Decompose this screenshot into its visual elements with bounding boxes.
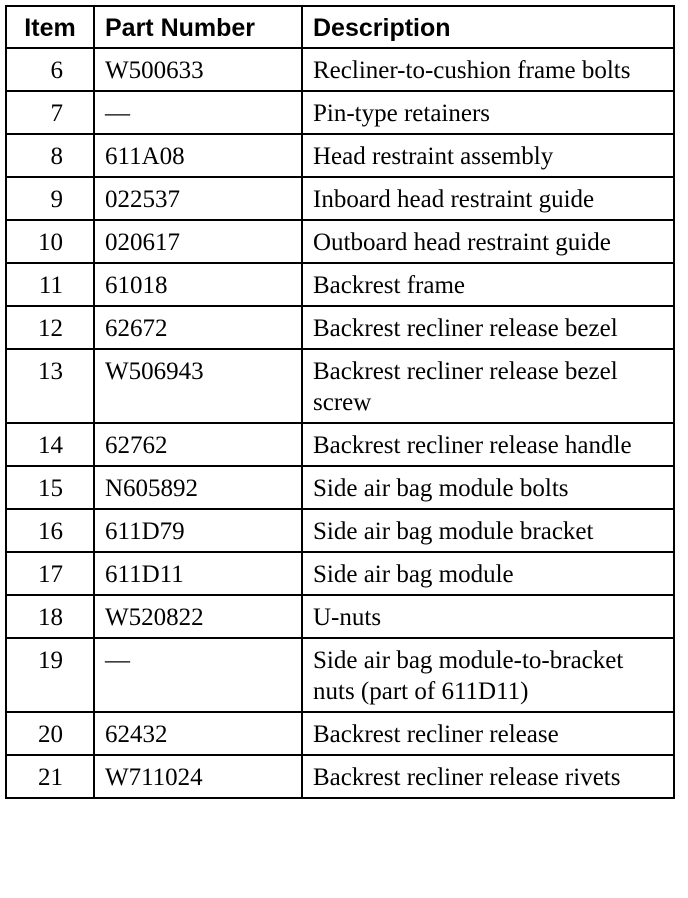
table-row bbox=[6, 712, 674, 755]
header-item: Item bbox=[6, 6, 94, 48]
part-number: 022537 bbox=[94, 177, 302, 220]
table-row bbox=[6, 220, 674, 263]
table-row bbox=[6, 48, 674, 91]
item-number: 13 bbox=[6, 349, 94, 423]
part-description: Side air bag module bolts bbox=[302, 466, 674, 509]
item-number: 19 bbox=[6, 638, 94, 712]
item-number: 16 bbox=[6, 509, 94, 552]
part-number: N605892 bbox=[94, 466, 302, 509]
part-number: 611A08 bbox=[94, 134, 302, 177]
table-row bbox=[6, 509, 674, 552]
item-number: 9 bbox=[6, 177, 94, 220]
part-description: Backrest recliner release bbox=[302, 712, 674, 755]
parts-table bbox=[5, 5, 675, 799]
table-row bbox=[6, 595, 674, 638]
part-description: Recliner-to-cushion frame bolts bbox=[302, 48, 674, 91]
part-number: 611D11 bbox=[94, 552, 302, 595]
table-row bbox=[6, 91, 674, 134]
part-number: W500633 bbox=[94, 48, 302, 91]
part-number: W506943 bbox=[94, 349, 302, 423]
item-number: 14 bbox=[6, 423, 94, 466]
part-description: Side air bag module bracket bbox=[302, 509, 674, 552]
table-row bbox=[6, 423, 674, 466]
part-description: Side air bag module-to-bracket nuts (part of 611D11) bbox=[302, 638, 674, 712]
part-number: W711024 bbox=[94, 755, 302, 798]
item-number: 10 bbox=[6, 220, 94, 263]
part-description: U-nuts bbox=[302, 595, 674, 638]
item-number: 21 bbox=[6, 755, 94, 798]
part-description: Backrest recliner release handle bbox=[302, 423, 674, 466]
table-row bbox=[6, 755, 674, 798]
item-number: 12 bbox=[6, 306, 94, 349]
part-description: Pin-type retainers bbox=[302, 91, 674, 134]
part-number: W520822 bbox=[94, 595, 302, 638]
table-row bbox=[6, 306, 674, 349]
part-number: — bbox=[94, 91, 302, 134]
part-description: Backrest recliner release bezel bbox=[302, 306, 674, 349]
part-number: 020617 bbox=[94, 220, 302, 263]
part-number: 62672 bbox=[94, 306, 302, 349]
part-number: 62762 bbox=[94, 423, 302, 466]
table-row bbox=[6, 134, 674, 177]
header-row bbox=[6, 6, 674, 48]
item-number: 6 bbox=[6, 48, 94, 91]
table-row bbox=[6, 177, 674, 220]
item-number: 17 bbox=[6, 552, 94, 595]
table-header bbox=[6, 6, 674, 48]
item-number: 18 bbox=[6, 595, 94, 638]
part-description: Outboard head restraint guide bbox=[302, 220, 674, 263]
item-number: 15 bbox=[6, 466, 94, 509]
part-number: 61018 bbox=[94, 263, 302, 306]
part-number: 611D79 bbox=[94, 509, 302, 552]
table-row bbox=[6, 466, 674, 509]
item-number: 20 bbox=[6, 712, 94, 755]
part-description: Backrest recliner release bezel screw bbox=[302, 349, 674, 423]
part-description: Inboard head restraint guide bbox=[302, 177, 674, 220]
item-number: 11 bbox=[6, 263, 94, 306]
part-description: Backrest frame bbox=[302, 263, 674, 306]
part-description: Backrest recliner release rivets bbox=[302, 755, 674, 798]
table-body bbox=[6, 48, 674, 798]
table-row bbox=[6, 349, 674, 423]
item-number: 8 bbox=[6, 134, 94, 177]
table-row bbox=[6, 552, 674, 595]
part-number: — bbox=[94, 638, 302, 712]
header-description: Description bbox=[302, 6, 674, 48]
table-row bbox=[6, 263, 674, 306]
part-description: Head restraint assembly bbox=[302, 134, 674, 177]
part-description: Side air bag module bbox=[302, 552, 674, 595]
part-number: 62432 bbox=[94, 712, 302, 755]
header-part-number: Part Number bbox=[94, 6, 302, 48]
table-row bbox=[6, 638, 674, 712]
item-number: 7 bbox=[6, 91, 94, 134]
